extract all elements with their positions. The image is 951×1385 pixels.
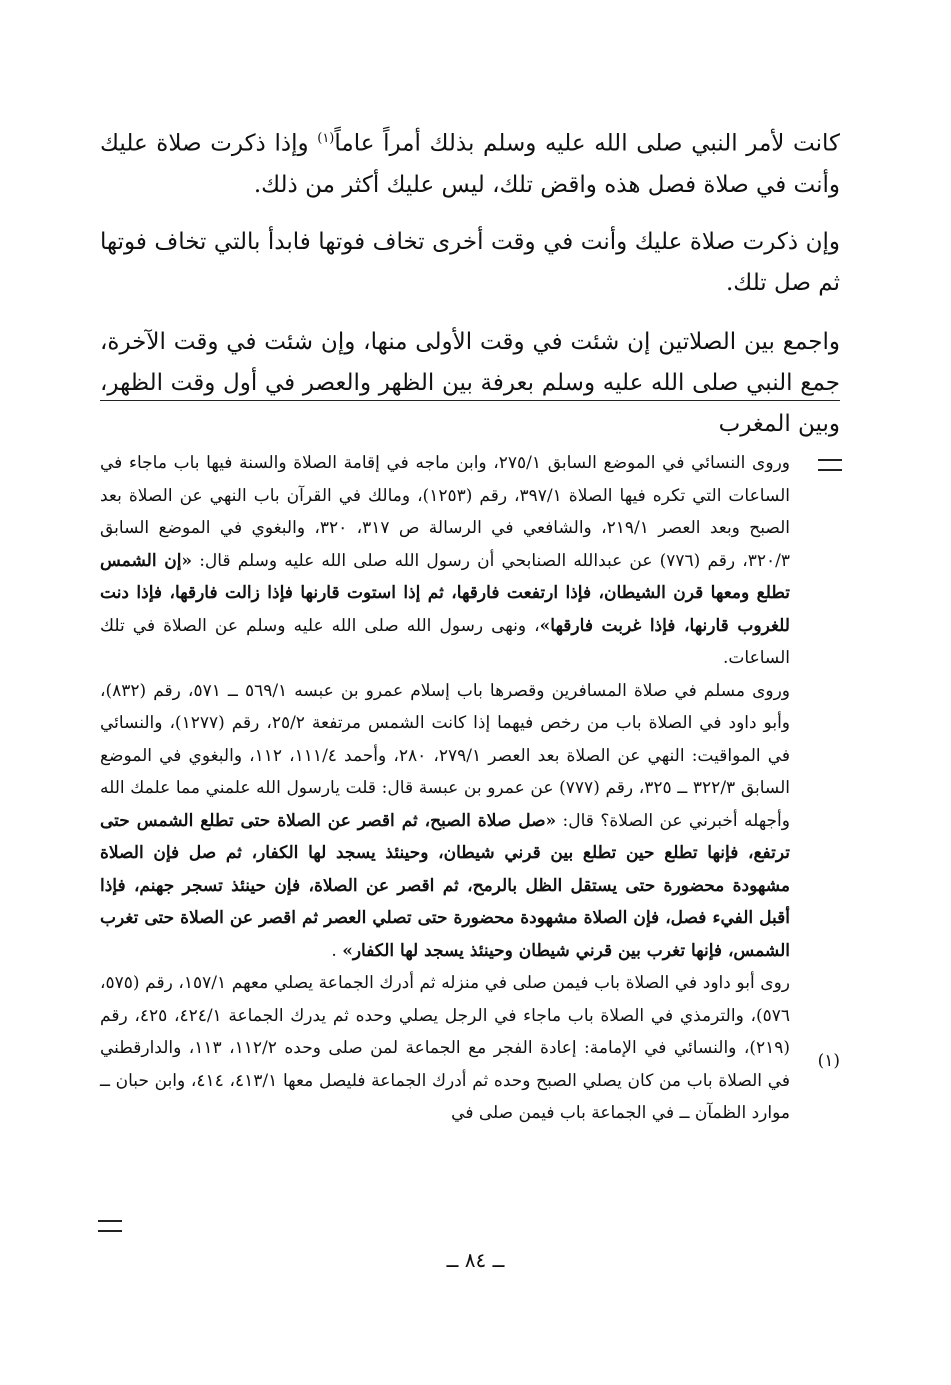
paragraph-1 [100, 118, 840, 206]
footnote-separator [100, 400, 840, 401]
paragraph-3: واجمع بين الصلاتين إن شئت في وقت الأولى منها، وإن شئت في وقت الآخرة، جمع النبي صلى الله عليه وسلم بعرفة بين الظهر والعصر في أول وقت الظهر، وبين المغرب [100, 328, 840, 437]
continuation-mark-bottom [98, 1220, 122, 1232]
footnote-text: ، ونهى رسول الله صلى الله عليه وسلم عن الصلاة في تلك الساعات. [100, 615, 790, 668]
hadith-quote: «صل صلاة الصبح، ثم اقصر عن الصلاة حتى تطلع الشمس حتى ترتفع، فإنها تطلع حين تطلع بين قرني شيطان، وحينئذ يسجد لها الكفار، ثم صل فإن الصلاة مشهودة محضورة حتى يستقل الظل بالرمح، ثم اقصر عن الصلاة، فإن حينئذ تسجر جهنم، فإذا أقبل الفيء فصل، فإن الصلاة مشهودة محضورة حتى تصلي العصر ثم اقصر عن الصلاة حتى تغرب الشمس، فإنها تغرب بين قرني شيطان وحينئذ يسجد لها الكفار» [100, 810, 790, 961]
footnotes [100, 447, 790, 1130]
footnote-1 [100, 967, 790, 1130]
continuation-mark-top [818, 459, 842, 471]
paragraph-2: وإن ذكرت صلاة عليك وأنت في وقت أخرى تخاف فوتها فابدأ بالتي تخاف فوتها ثم صل تلك. [100, 228, 840, 296]
footnote-1-marker: (١) [817, 1051, 840, 1071]
hadith-quote: «إن الشمس تطلع ومعها قرن الشيطان، فإذا ارتفعت فارقها، ثم إذا استوت قارنها فإذا زالت فارقها، فإذا دنت للغروب قارنها، فإذا غربت فارقها» [100, 550, 790, 636]
footnote-text: وروى مسلم في صلاة المسافرين وقصرها باب إسلام عمرو بن عبسه ٥٦٩/١ ــ ٥٧١، رقم (٨٣٢)، وأبو داود في الصلاة باب من رخص فيهما إذا كانت الشمس مرتفعة ٢٥/٢، رقم (١٢٧٧)، والنسائي في المواقيت: النهي عن الصلاة بعد العصر ٢٧٩/١، ٢٨٠، وأحمد ١١١/٤، ١١٢، والبغوي في الموضع السابق ٣٢٢/٣ ــ ٣٢٥، رقم (٧٧٧) عن عمرو بن عبسة قال: قلت يارسول الله علمني مما علمك الله وأجهله أخبرني عن الصلاة؟ قال: [100, 680, 791, 831]
paragraph-1-text-a: كانت لأمر النبي صلى الله عليه وسلم بذلك أمراً عاماً [334, 130, 841, 157]
footnote-reference: (١) [317, 131, 335, 146]
footnote-continued-paragraph-2 [100, 675, 790, 968]
footnote-text: وروى النسائي في الموضع السابق ٢٧٥/١، وابن ماجه في إقامة الصلاة والسنة فيها باب ماجاء في الساعات التي تكره فيها الصلاة ٣٩٧/١، رقم (١٢٥٣)، ومالك في القرآن باب النهي عن الصلاة بعد الصبح وبعد العصر ٢١٩/١، والشافعي في الرسالة ص ٣١٧، ٣٢٠، والبغوي في الموضع السابق ٣٢٠/٣، رقم (٧٧٦) عن عبدالله الصنابحي أن رسول الله صلى الله عليه وسلم قال: [100, 453, 791, 571]
main-text [100, 118, 840, 445]
footnote-1-text: روى أبو داود في الصلاة باب فيمن صلى في منزله ثم أدرك الجماعة يصلي معهم ١٥٧/١، رقم (٥٧٥، ٥٧٦)، والترمذي في الصلاة باب ماجاء في الرجل يصلي وحده ثم يدرك الجماعة ٤٢٤/١، ٤٢٥، رقم (٢١٩)، والنسائي في الإمامة: إعادة الفجر مع الجماعة لمن صلى وحده ١١٢/٢، ١١٣، والدارقطني في الصلاة باب من كان يصلي الصبح وحده ثم أدرك الجماعة فليصل معها ٤١٣/١، ٤١٤، وابن حبان ــ موارد الظمآن ــ في الجماعة باب فيمن صلى في [100, 973, 791, 1123]
page-number: ــ ٨٤ ــ [446, 1248, 505, 1272]
footnote-continued-paragraph-1 [100, 447, 790, 675]
footnote-text: . [331, 940, 343, 961]
paragraph-1-text-b: وإذا ذكرت صلاة عليك وأنت في صلاة فصل هذه واقض تلك، ليس عليك أكثر من ذلك. [100, 130, 840, 198]
